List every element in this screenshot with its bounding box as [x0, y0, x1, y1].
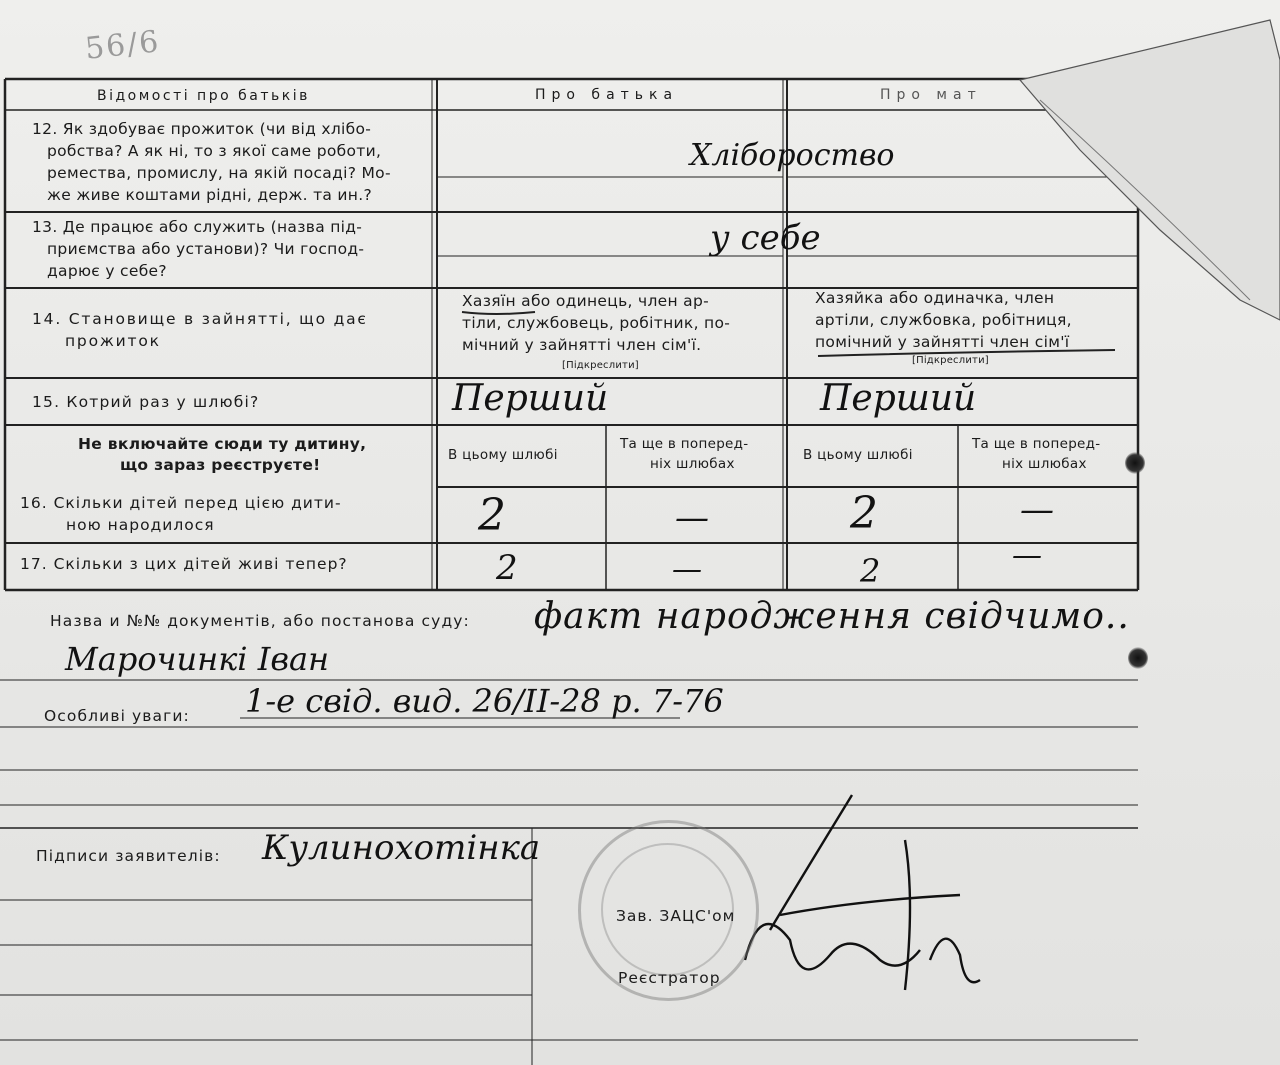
archive-margin-note: 56/6 — [83, 24, 162, 67]
q13-line-2: приємства або установи)? Чи господ- — [47, 240, 365, 258]
q15-mother-answer: Перший — [820, 378, 977, 419]
remarks-label: Особливі уваги: — [44, 707, 190, 725]
q17-mother-prev: — — [1012, 538, 1042, 573]
q14-father-underline-note: [Підкреслити] — [562, 360, 639, 371]
q16-mother-this: 2 — [850, 488, 878, 539]
children-note-line-1: Не включайте сюди ту дитину, — [78, 435, 367, 453]
q15-father-answer: Перший — [452, 378, 609, 419]
q14-father-option-3: мічний у зайнятті член сім'ї. — [462, 336, 702, 354]
q12-line-3: ремества, промислу, на якій посаді? Мо- — [47, 164, 391, 182]
remarks-value: 1-е свід. вид. 26/II-28 р. 7-76 — [245, 682, 724, 720]
q14-father-option-2: тіли, службовець, робітник, по- — [462, 314, 731, 332]
q13-line-1: 13. Де працює або служить (назва під- — [32, 218, 363, 236]
registrar-label: Реєстратор — [618, 969, 721, 987]
documents-label: Назва и №№ документів, або постанова суду: — [50, 612, 470, 630]
punch-hole — [1128, 647, 1148, 669]
q12-line-1: 12. Як здобуває прожиток (чи від хлібо- — [32, 120, 372, 138]
q14-mother-option-3: помічний у зайнятті член сім'ї — [815, 333, 1070, 351]
q16-line-1: 16. Скільки дітей перед цією дити- — [20, 494, 342, 512]
q16-line-2: ною народилося — [66, 516, 215, 534]
header-father: Про батька — [535, 87, 679, 103]
documents-value-line-2: Марочинкі Іван — [65, 640, 330, 678]
header-mother: Про мат — [880, 87, 982, 103]
q17-father-this: 2 — [496, 548, 518, 588]
q16-father-this: 2 — [478, 490, 506, 541]
father-previous-header-1: Та ще в поперед- — [620, 436, 749, 452]
q14-line-1: 14. Становище в зайнятті, що дає — [32, 310, 368, 328]
q14-mother-underline-note: [Підкреслити] — [912, 355, 989, 366]
children-note-line-2: що зараз реєструєте! — [120, 456, 321, 474]
applicants-label: Підписи заявителів: — [36, 847, 221, 865]
q13-father-answer: у себе — [710, 218, 821, 258]
q14-mother-option-2: артіли, службовка, робітниця, — [815, 311, 1072, 329]
q14-father-option-1: Хазяїн або одинець, член ар- — [462, 292, 709, 310]
documents-value-line-1: факт народження свідчимо.. — [534, 596, 1130, 637]
header-info: Відомості про батьків — [97, 88, 310, 104]
mother-this-marriage-header: В цьому шлюбі — [803, 447, 913, 463]
q12-line-2: робства? А як ні, то з якої саме роботи, — [47, 142, 382, 160]
q12-line-4: же живе коштами рідні, держ. та ин.? — [47, 186, 372, 204]
father-previous-header-2: ніх шлюбах — [650, 456, 735, 472]
q14-line-2: прожиток — [65, 332, 161, 350]
q13-line-3: дарює у себе? — [47, 262, 167, 280]
q14-mother-option-1: Хазяйка або одиначка, член — [815, 289, 1055, 307]
q15-label: 15. Котрий раз у шлюбі? — [32, 393, 260, 411]
punch-hole — [1125, 452, 1145, 474]
father-this-marriage-header: В цьому шлюбі — [448, 447, 558, 463]
mother-previous-header-1: Та ще в поперед- — [972, 436, 1101, 452]
q17-mother-this: 2 — [860, 552, 881, 590]
q17-label: 17. Скільки з цих дітей живі тепер? — [20, 555, 348, 573]
q12-father-answer: Хлібороство — [690, 138, 895, 173]
mother-previous-header-2: ніх шлюбах — [1002, 456, 1087, 472]
q16-father-prev: — — [675, 498, 709, 538]
applicants-signature: Кулинохотінка — [262, 828, 541, 868]
q16-mother-prev: — — [1020, 490, 1054, 530]
head-of-registry-label: Зав. ЗАЦС'ом — [616, 907, 736, 925]
q17-father-prev: — — [672, 552, 702, 587]
